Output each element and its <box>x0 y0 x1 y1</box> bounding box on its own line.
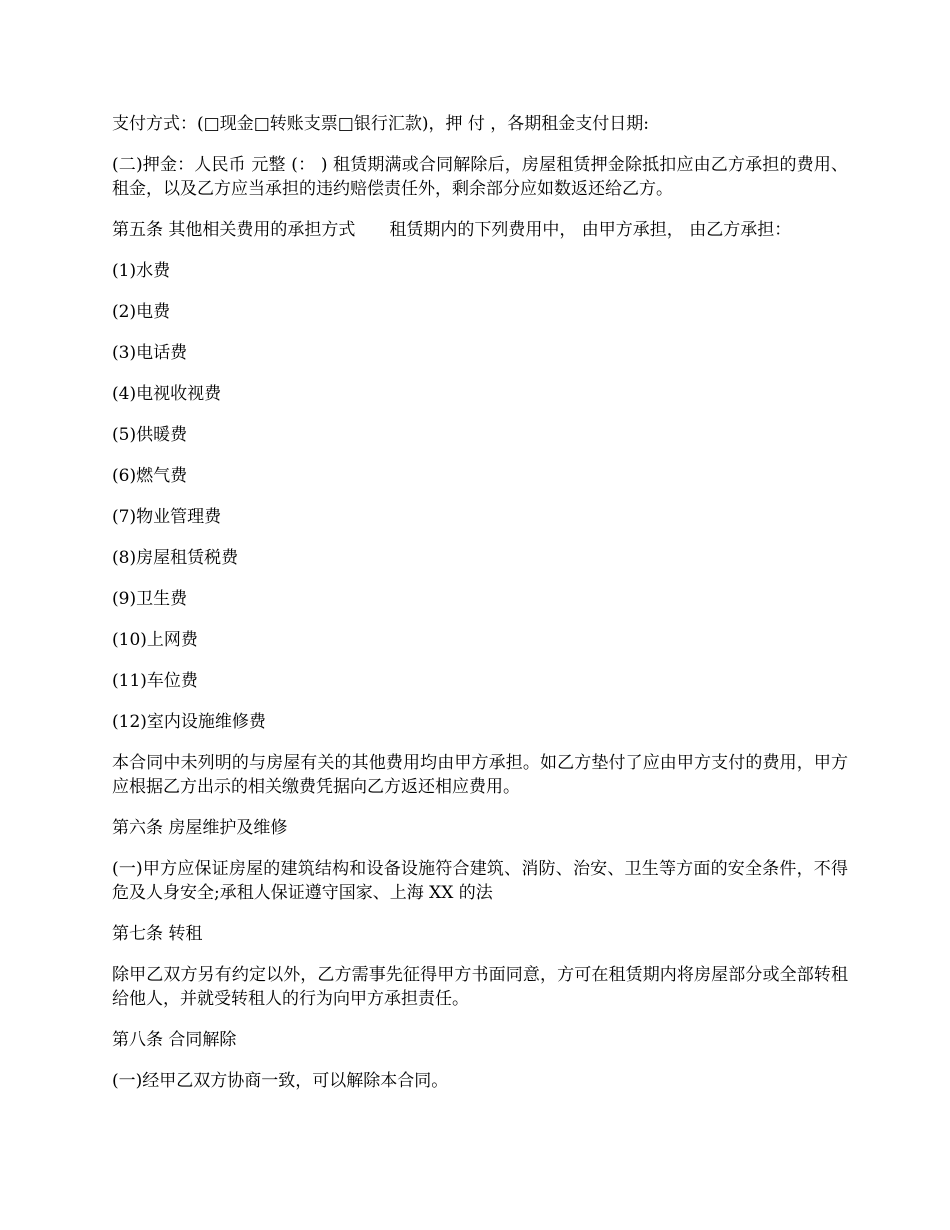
fee-item-gas: (6)燃气费 <box>112 466 188 486</box>
article-5-intro: 租赁期内的下列费用中， 由甲方承担， 由乙方承担： <box>389 220 792 240</box>
fee-item-property-management: (7)物业管理费 <box>112 507 222 527</box>
other-fees-clause: 本合同中未列明的与房屋有关的其他费用均由甲方承担。如乙方垫付了应由甲方支付的费用，甲方应根据乙方出示的相关缴费凭据向乙方返还相应费用。 <box>112 753 848 797</box>
article-5-heading <box>112 218 848 242</box>
article-6-heading: 第六条 房屋维护及维修 <box>112 818 288 838</box>
fee-item-repair: (12)室内设施维修费 <box>112 712 266 732</box>
maintenance-clause: (一)甲方应保证房屋的建筑结构和设备设施符合建筑、消防、治安、卫生等方面的安全条件，不得危及人身安全;承租人保证遵守国家、上海 XX 的法 <box>112 859 848 903</box>
article-7-heading: 第七条 转租 <box>112 924 203 944</box>
deposit-clause: (二)押金：人民币 元整 (： ) 租赁期满或合同解除后，房屋租赁押金除抵扣应由乙方承担的费用、租金，以及乙方应当承担的违约赔偿责任外，剩余部分应如数返还给乙方。 <box>112 155 848 199</box>
fee-item-parking: (11)车位费 <box>112 671 198 691</box>
fee-item-electricity: (2)电费 <box>112 302 171 322</box>
fee-item-heating: (5)供暖费 <box>112 425 188 445</box>
article-8-heading: 第八条 合同解除 <box>112 1030 237 1050</box>
sublease-clause: 除甲乙双方另有约定以外，乙方需事先征得甲方书面同意，方可在租赁期内将房屋部分或全部转租给他人，并就受转租人的行为向甲方承担责任。 <box>112 965 848 1009</box>
document-page <box>112 112 848 1110</box>
termination-clause: (一)经甲乙双方协商一致，可以解除本合同。 <box>112 1071 449 1091</box>
fee-item-tv: (4)电视收视费 <box>112 384 222 404</box>
fee-item-water: (1)水费 <box>112 261 171 281</box>
fee-item-telephone: (3)电话费 <box>112 343 188 363</box>
article-5-title: 第五条 其他相关费用的承担方式 <box>112 220 356 240</box>
payment-method-line: 支付方式：(□现金□转账支票□银行汇款)，押 付 ，各期租金支付日期: <box>112 114 649 134</box>
fee-item-rental-tax: (8)房屋租赁税费 <box>112 548 239 568</box>
fee-item-sanitation: (9)卫生费 <box>112 589 188 609</box>
fee-item-internet: (10)上网费 <box>112 630 198 650</box>
